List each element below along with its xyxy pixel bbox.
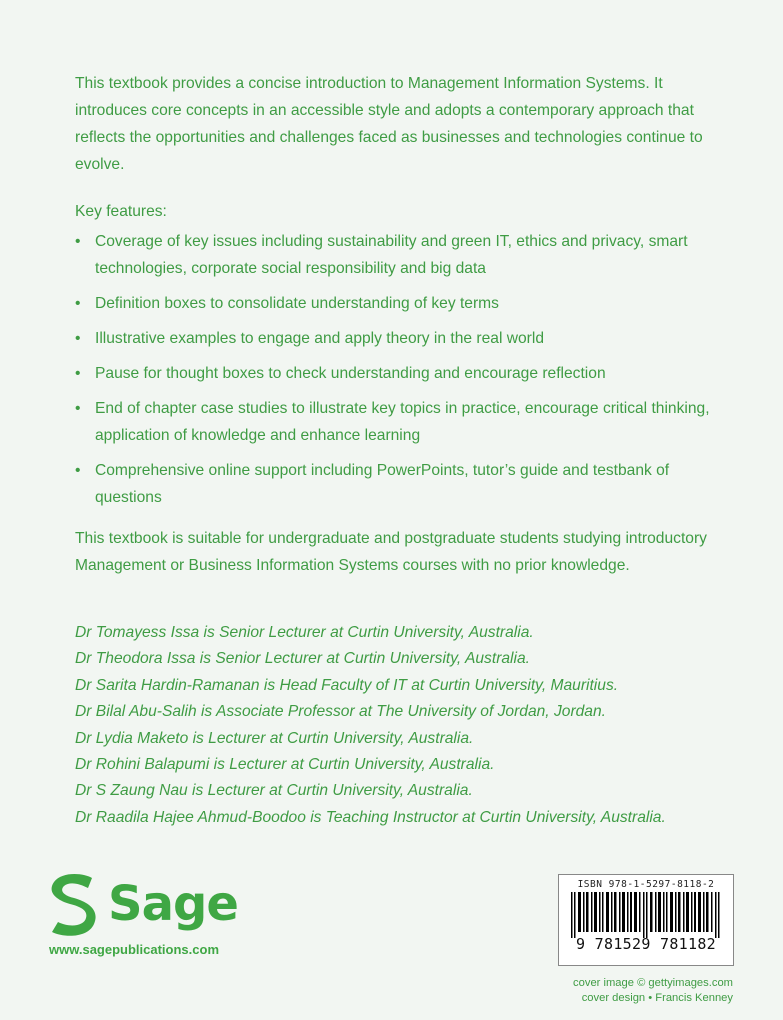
author-bio: Dr Sarita Hardin-Ramanan is Head Faculty of IT at Curtin University, Mauritius. bbox=[75, 676, 619, 694]
audience-paragraph: This textbook is suitable for undergraduate and postgraduate students studying introductory Management or Business Information Systems courses with no prior knowledge. bbox=[75, 530, 707, 574]
list-item bbox=[75, 228, 725, 282]
list-item bbox=[75, 290, 725, 317]
bullet-icon: • bbox=[75, 365, 81, 382]
isbn-label: ISBN 978-1-5297-8118-2 bbox=[577, 879, 715, 890]
barcode-digits: 9 781529 781182 bbox=[576, 935, 716, 953]
list-item bbox=[75, 457, 725, 511]
author-bio: Dr Raadila Hajee Ahmud-Boodoo is Teaching Instructor at Curtin University, Australia. bbox=[75, 808, 666, 826]
sage-logo bbox=[48, 872, 238, 937]
feature-text: Comprehensive online support including PowerPoints, tutor’s guide and testbank of questions bbox=[95, 462, 670, 506]
author-bio: Dr Bilal Abu-Salih is Associate Professor at The University of Jordan, Jordan. bbox=[75, 703, 606, 721]
author-bio: Dr Theodora Issa is Senior Lecturer at Curtin University, Australia. bbox=[75, 650, 530, 668]
feature-text: Coverage of key issues including sustainability and green IT, ethics and privacy, smart technologies, corporate social responsibility and big data bbox=[95, 233, 688, 277]
intro-paragraph: This textbook provides a concise introduction to Management Information Systems. It introduces core concepts in an accessible style and adopts a contemporary approach that reflects the opportunities and challenges faced as businesses and technologies continue to evolve. bbox=[75, 75, 703, 173]
publisher-name: Sage bbox=[108, 876, 238, 932]
bullet-icon: • bbox=[75, 233, 81, 250]
key-features-list bbox=[75, 228, 725, 519]
cover-credits bbox=[573, 976, 733, 1005]
feature-text: Pause for thought boxes to check understanding and encourage reflection bbox=[95, 365, 606, 382]
bullet-icon: • bbox=[75, 295, 81, 312]
isbn-barcode bbox=[558, 874, 734, 966]
author-bio: Dr Rohini Balapumi is Lecturer at Curtin University, Australia. bbox=[75, 756, 495, 774]
list-item bbox=[75, 325, 725, 352]
author-list bbox=[75, 620, 735, 831]
author-bio: Dr Tomayess Issa is Senior Lecturer at Curtin University, Australia. bbox=[75, 624, 534, 641]
author-bio: Dr Lydia Maketo is Lecturer at Curtin University, Australia. bbox=[75, 729, 474, 747]
cover-design-credit: cover design • Francis Kenney bbox=[581, 991, 733, 1004]
key-features-heading: Key features: bbox=[75, 203, 167, 220]
feature-text: Illustrative examples to engage and apply theory in the real world bbox=[95, 330, 545, 347]
barcode-icon bbox=[569, 892, 725, 938]
cover-image-credit: cover image © gettyimages.com bbox=[573, 977, 733, 989]
list-item bbox=[75, 395, 725, 449]
author-bio: Dr S Zaung Nau is Lecturer at Curtin University, Australia. bbox=[75, 782, 473, 800]
feature-text: End of chapter case studies to illustrate key topics in practice, encourage critical thinking, application of knowledge and enhance learning bbox=[95, 400, 710, 444]
bullet-icon: • bbox=[75, 462, 81, 479]
bullet-icon: • bbox=[75, 400, 81, 417]
feature-text: Definition boxes to consolidate understanding of key terms bbox=[95, 295, 499, 312]
publisher-website[interactable]: www.sagepublications.com bbox=[49, 942, 219, 957]
sage-s-logo-icon bbox=[48, 872, 96, 936]
bullet-icon: • bbox=[75, 330, 81, 347]
list-item bbox=[75, 360, 725, 387]
